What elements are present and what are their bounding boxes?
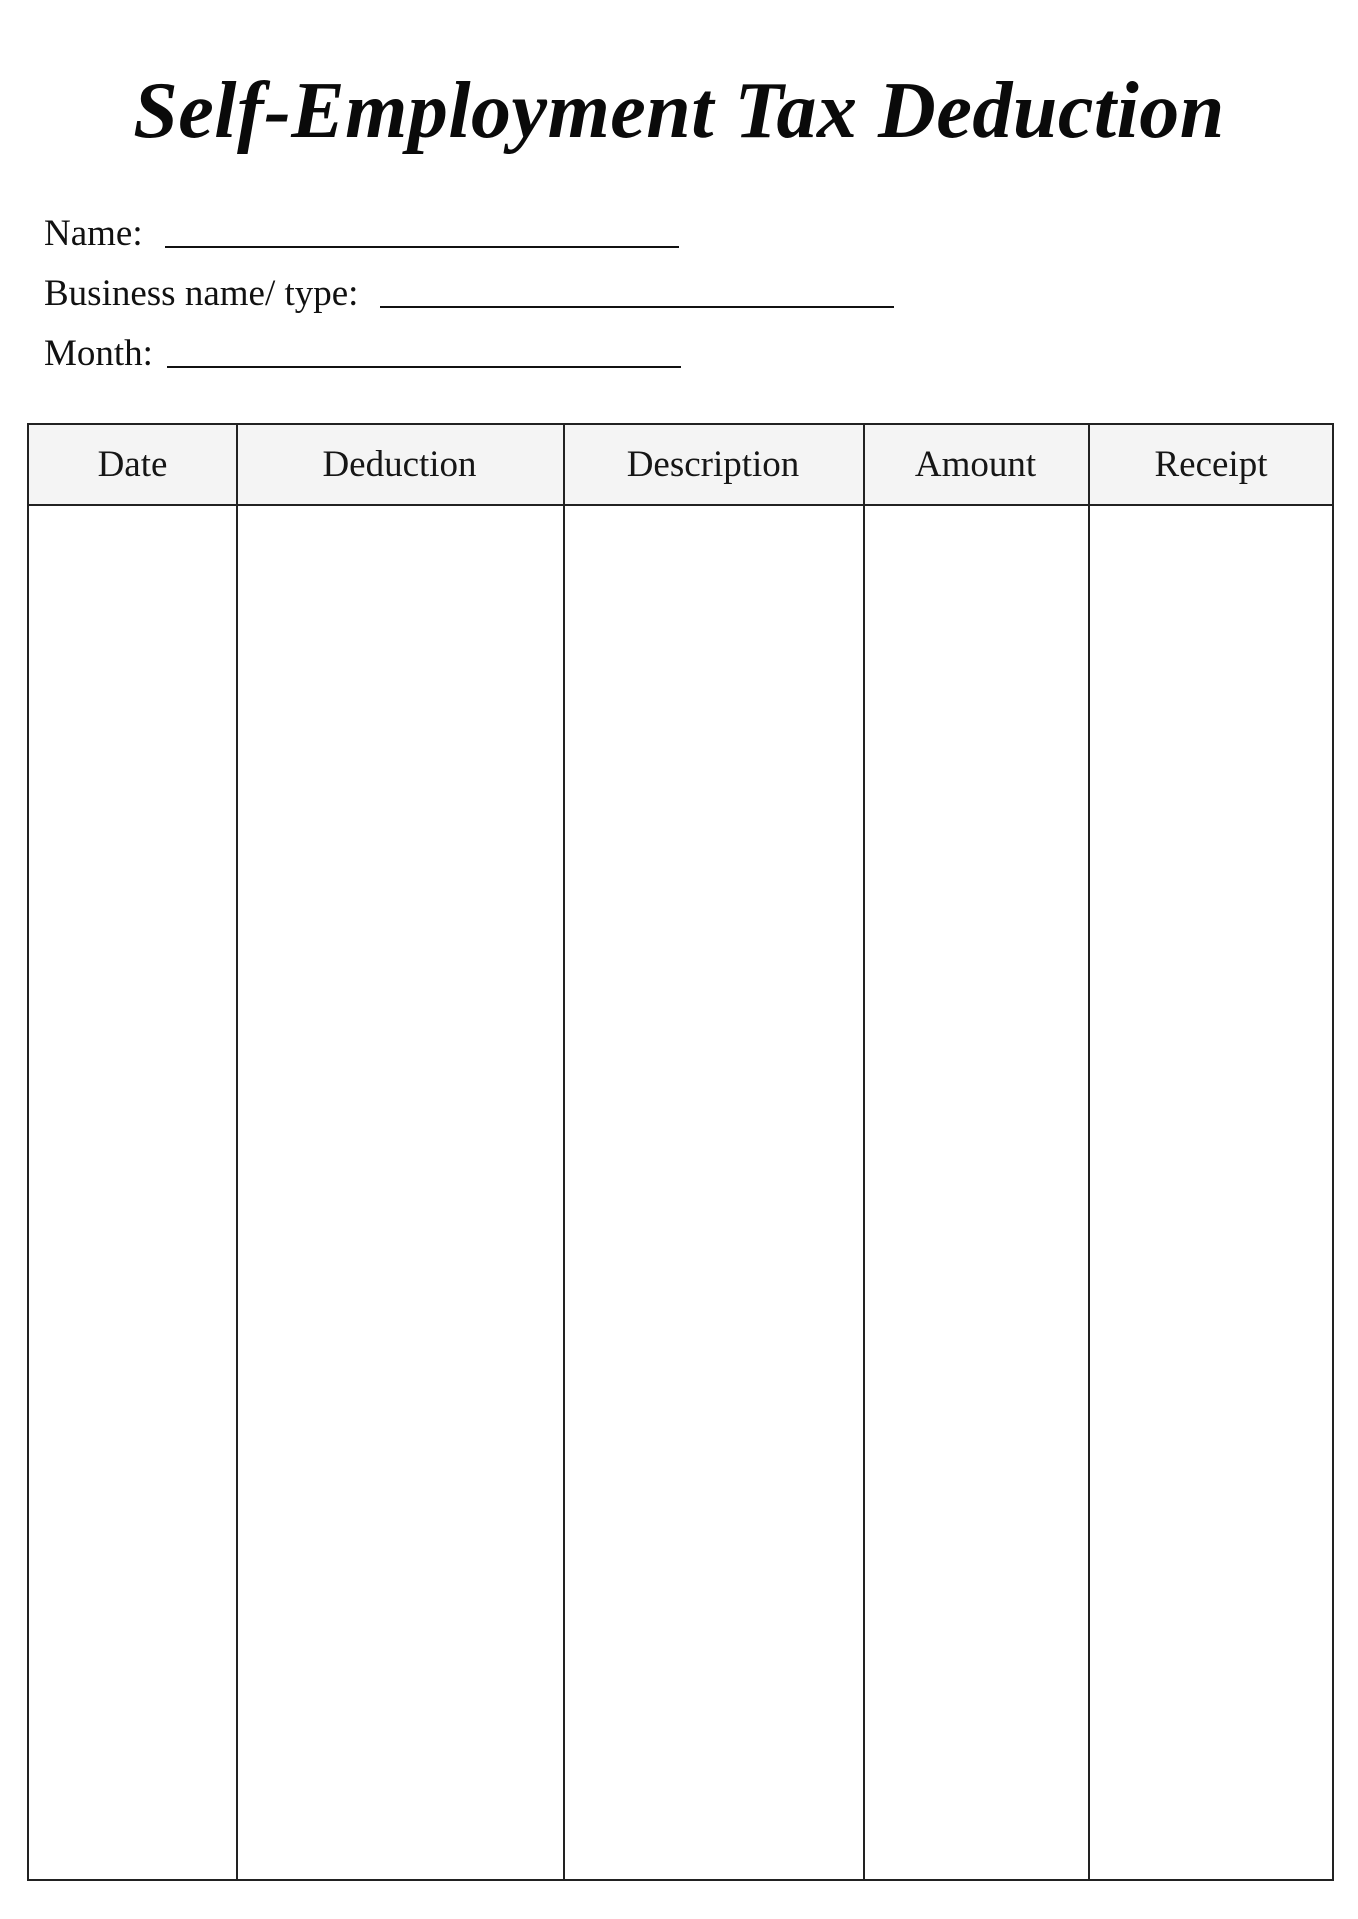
business-label: Business name/ type: bbox=[44, 273, 359, 314]
column-header-amount: Amount bbox=[914, 444, 1037, 485]
column-header-date: Date bbox=[97, 444, 168, 485]
month-label: Month: bbox=[44, 333, 153, 374]
name-field bbox=[44, 206, 679, 256]
column-header-description: Description bbox=[626, 444, 800, 485]
column-divider bbox=[236, 425, 238, 1879]
column-divider bbox=[1088, 425, 1090, 1879]
column-header-deduction: Deduction bbox=[322, 444, 477, 485]
page-title: Self-Employment Tax Deduction bbox=[133, 67, 1225, 155]
month-input-line[interactable] bbox=[167, 366, 681, 368]
column-divider bbox=[563, 425, 565, 1879]
month-field bbox=[44, 326, 681, 376]
business-field bbox=[44, 266, 894, 316]
deduction-table bbox=[27, 423, 1334, 1881]
column-header-receipt: Receipt bbox=[1154, 444, 1268, 485]
name-input-line[interactable] bbox=[165, 246, 679, 248]
business-input-line[interactable] bbox=[380, 306, 894, 308]
column-divider bbox=[863, 425, 865, 1879]
name-label: Name: bbox=[44, 213, 143, 254]
